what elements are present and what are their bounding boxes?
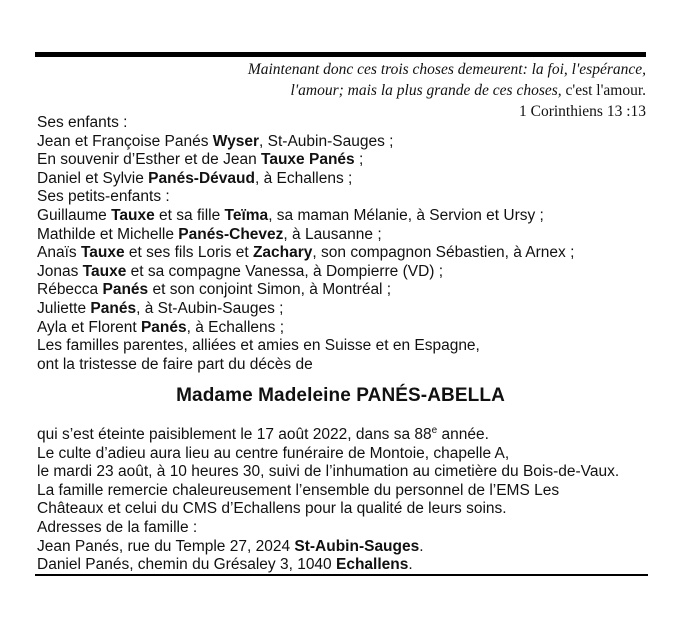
text-segment: année.	[437, 426, 489, 443]
name-bold: Tauxe	[80, 244, 125, 262]
top-rule	[35, 52, 646, 57]
text-segment: qui s’est éteinte paisiblement le 17 août 2022, dans sa 88	[37, 426, 432, 443]
name-bold: Panés	[90, 299, 137, 317]
text-line	[37, 244, 646, 263]
text-line	[37, 319, 646, 338]
text-segment: le mardi 23 août, à 10 heures 30, suivi de l’inhumation au cimetière du Bois-de-Vaux.	[37, 463, 620, 481]
text-segment: Ses petits-enfants :	[37, 188, 170, 206]
name-bold: Panés-Chevez	[178, 225, 284, 243]
text-segment: Daniel et Sylvie	[37, 169, 149, 187]
text-segment: et sa compagne Vanessa, à Dompierre (VD) ;	[126, 262, 444, 280]
text-line	[37, 356, 646, 375]
text-segment: et sa fille	[154, 206, 225, 224]
quote-text: Maintenant donc ces trois choses demeurent: la foi, l'espérance,	[247, 61, 646, 78]
text-line	[37, 463, 648, 482]
text-line	[37, 556, 648, 575]
name-bold: St-Aubin-Sauges	[294, 537, 420, 555]
text-segment: ;	[354, 151, 364, 169]
text-segment: Daniel Panés, chemin du Grésaley 3, 1040	[37, 556, 336, 574]
quote-attribution: 1 Corinthiens 13 :13	[518, 103, 646, 120]
bottom-rule	[35, 574, 648, 576]
name-bold: Wyser	[212, 132, 260, 150]
deceased-name: Madame Madeleine PANÉS-ABELLA	[176, 385, 505, 406]
text-segment: .	[408, 556, 413, 574]
name-bold: Tauxe	[82, 262, 127, 280]
text-segment: Châteaux et celui du CMS d’Echallens pour la qualité de leurs soins.	[37, 500, 507, 518]
text-line	[37, 170, 646, 189]
name-bold: Tauxe Panés	[261, 151, 355, 169]
quote-line-2	[35, 80, 646, 101]
text-segment: , sa maman Mélanie, à Servion et Ursy ;	[268, 206, 544, 224]
name-bold: Tauxe	[111, 206, 155, 224]
name-bold: Teïma	[224, 206, 269, 224]
name-bold: Panés	[102, 281, 149, 299]
text-segment: Jean Panés, rue du Temple 27, 2024	[37, 537, 295, 555]
text-line	[37, 482, 648, 501]
superscript: e	[431, 424, 438, 436]
text-line	[37, 445, 648, 464]
text-segment: Rébecca	[37, 281, 103, 299]
text-segment: Jonas	[37, 262, 83, 280]
text-line	[37, 226, 646, 245]
text-segment: , son compagnon Sébastien, à Arnex ;	[312, 244, 575, 262]
text-line	[37, 263, 646, 282]
bible-quote	[35, 59, 646, 122]
text-line	[37, 426, 648, 445]
quote-text: l'amour; mais la plus grande de ces choses,	[290, 82, 562, 99]
text-segment: En souvenir d’Esther et de Jean	[37, 151, 262, 169]
text-line	[37, 207, 646, 226]
text-segment: et son conjoint Simon, à Montréal ;	[148, 281, 392, 299]
text-segment: , à Lausanne ;	[283, 225, 382, 243]
text-line	[37, 151, 646, 170]
text-line	[37, 133, 646, 152]
text-line	[37, 500, 648, 519]
text-line	[37, 281, 646, 300]
funeral-details	[37, 426, 648, 575]
text-segment: , St-Aubin-Sauges ;	[259, 132, 394, 150]
name-bold: Echallens	[335, 556, 409, 574]
text-segment: , à Echallens ;	[254, 169, 353, 187]
text-segment: Jean et Françoise Panés	[37, 132, 213, 150]
family-list	[37, 114, 646, 374]
text-segment: Ses enfants :	[37, 114, 128, 131]
quote-line-1	[35, 59, 646, 80]
text-segment: Ayla et Florent	[37, 318, 141, 336]
text-line	[37, 114, 646, 133]
text-segment: et ses fils Loris et	[124, 244, 253, 262]
text-line	[37, 519, 648, 538]
text-segment: .	[419, 537, 424, 555]
text-segment: ont la tristesse de faire part du décès de	[37, 355, 313, 373]
name-bold: Panés-Dévaud	[148, 169, 255, 187]
text-segment: Anaïs	[37, 244, 81, 262]
text-segment: Les familles parentes, alliées et amies en Suisse et en Espagne,	[37, 337, 480, 355]
text-segment: , à Echallens ;	[186, 318, 284, 336]
text-segment: Mathilde et Michelle	[37, 225, 179, 243]
name-bold: Panés	[140, 318, 187, 336]
name-bold: Zachary	[252, 244, 313, 262]
text-segment: La famille remercie chaleureusement l’ensemble du personnel de l’EMS Les	[37, 481, 560, 499]
text-segment: Adresses de la famille :	[37, 518, 198, 536]
text-segment: Le culte d’adieu aura lieu au centre funéraire de Montoie, chapelle A,	[37, 444, 510, 462]
text-segment: Juliette	[37, 299, 91, 317]
text-line	[37, 188, 646, 207]
text-segment: Guillaume	[37, 206, 112, 224]
text-segment: , à St-Aubin-Sauges ;	[136, 299, 284, 317]
text-line	[37, 538, 648, 557]
text-line	[37, 337, 646, 356]
text-line	[37, 300, 646, 319]
quote-text: c'est l'amour.	[561, 82, 646, 99]
